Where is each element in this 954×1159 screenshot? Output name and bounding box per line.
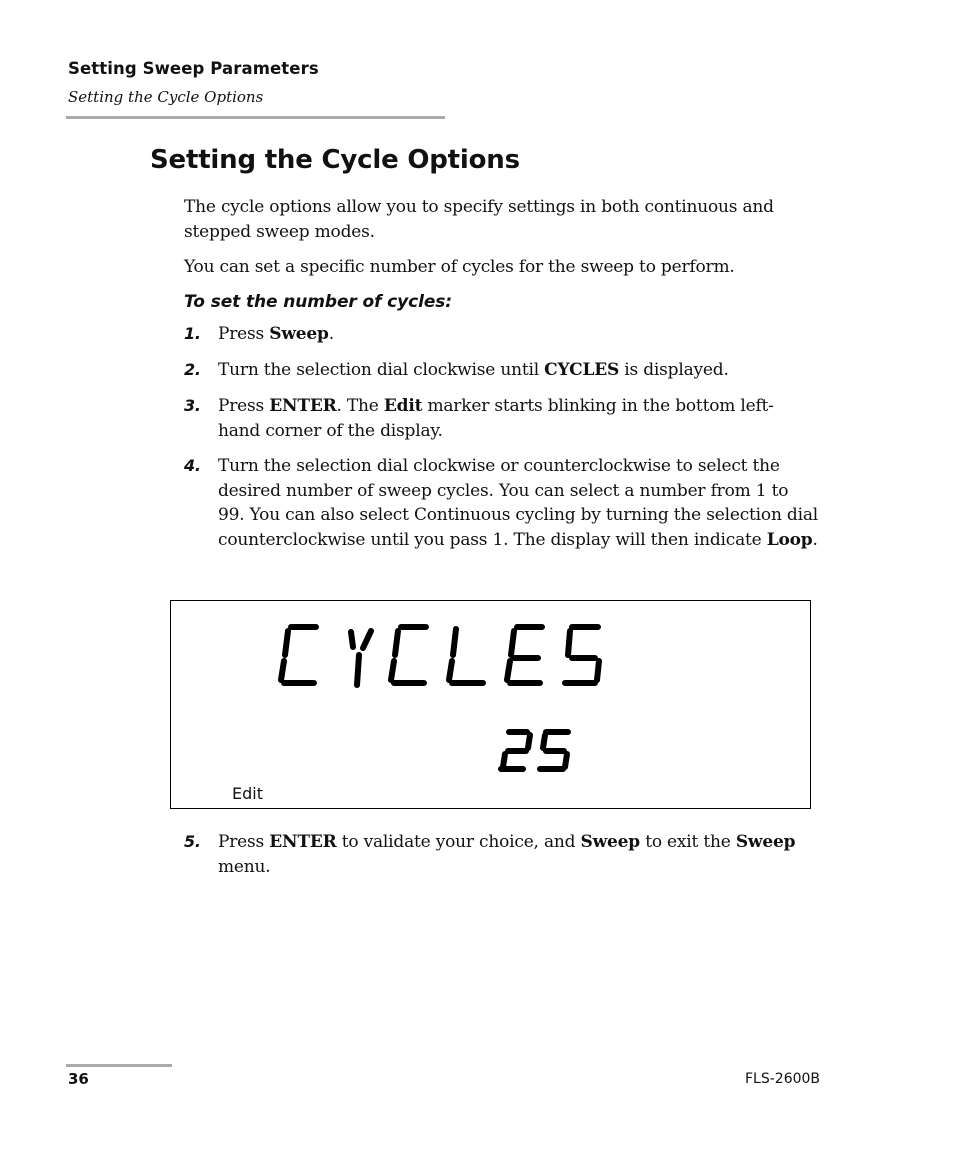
step-text: Press ENTER. The Edit marker starts blinking in the bottom left-hand corner of the display. bbox=[218, 396, 774, 441]
step-text: Turn the selection dial clockwise or counterclockwise to select the desired number of sweep cycles. You can select a number from 1 to 99. You can also select Continuous cycling by turning the selection dial counterclockwise until you pass 1. The display will then indicate Loop. bbox=[218, 456, 818, 550]
step-text: Press ENTER to validate your choice, and Sweep to exit the Sweep menu. bbox=[218, 832, 796, 877]
header-rule bbox=[66, 116, 445, 119]
intro-paragraph-1: The cycle options allow you to specify settings in both continuous and stepped sweep modes. bbox=[184, 197, 774, 242]
step-number: 3. bbox=[184, 396, 201, 415]
running-header-chapter: Setting Sweep Parameters bbox=[68, 59, 319, 78]
step-number: 2. bbox=[184, 360, 201, 379]
lcd-display bbox=[170, 600, 811, 809]
step-text: Turn the selection dial clockwise until CYCLES is displayed. bbox=[218, 360, 729, 380]
running-header-section: Setting the Cycle Options bbox=[68, 88, 264, 106]
lcd-edit-label: Edit bbox=[232, 784, 263, 803]
step-number: 4. bbox=[184, 456, 201, 475]
page-number: 36 bbox=[68, 1070, 89, 1088]
model-name: FLS-2600B bbox=[745, 1071, 821, 1087]
footer-rule bbox=[66, 1064, 172, 1067]
intro-paragraph-2: You can set a specific number of cycles for the sweep to perform. bbox=[184, 257, 735, 277]
procedure-title: To set the number of cycles: bbox=[184, 292, 452, 312]
page-title: Setting the Cycle Options bbox=[150, 145, 520, 175]
step-number: 1. bbox=[184, 324, 201, 343]
lcd-segments bbox=[171, 601, 810, 808]
step-number: 5. bbox=[184, 832, 201, 851]
step-text: Press Sweep. bbox=[218, 324, 334, 344]
